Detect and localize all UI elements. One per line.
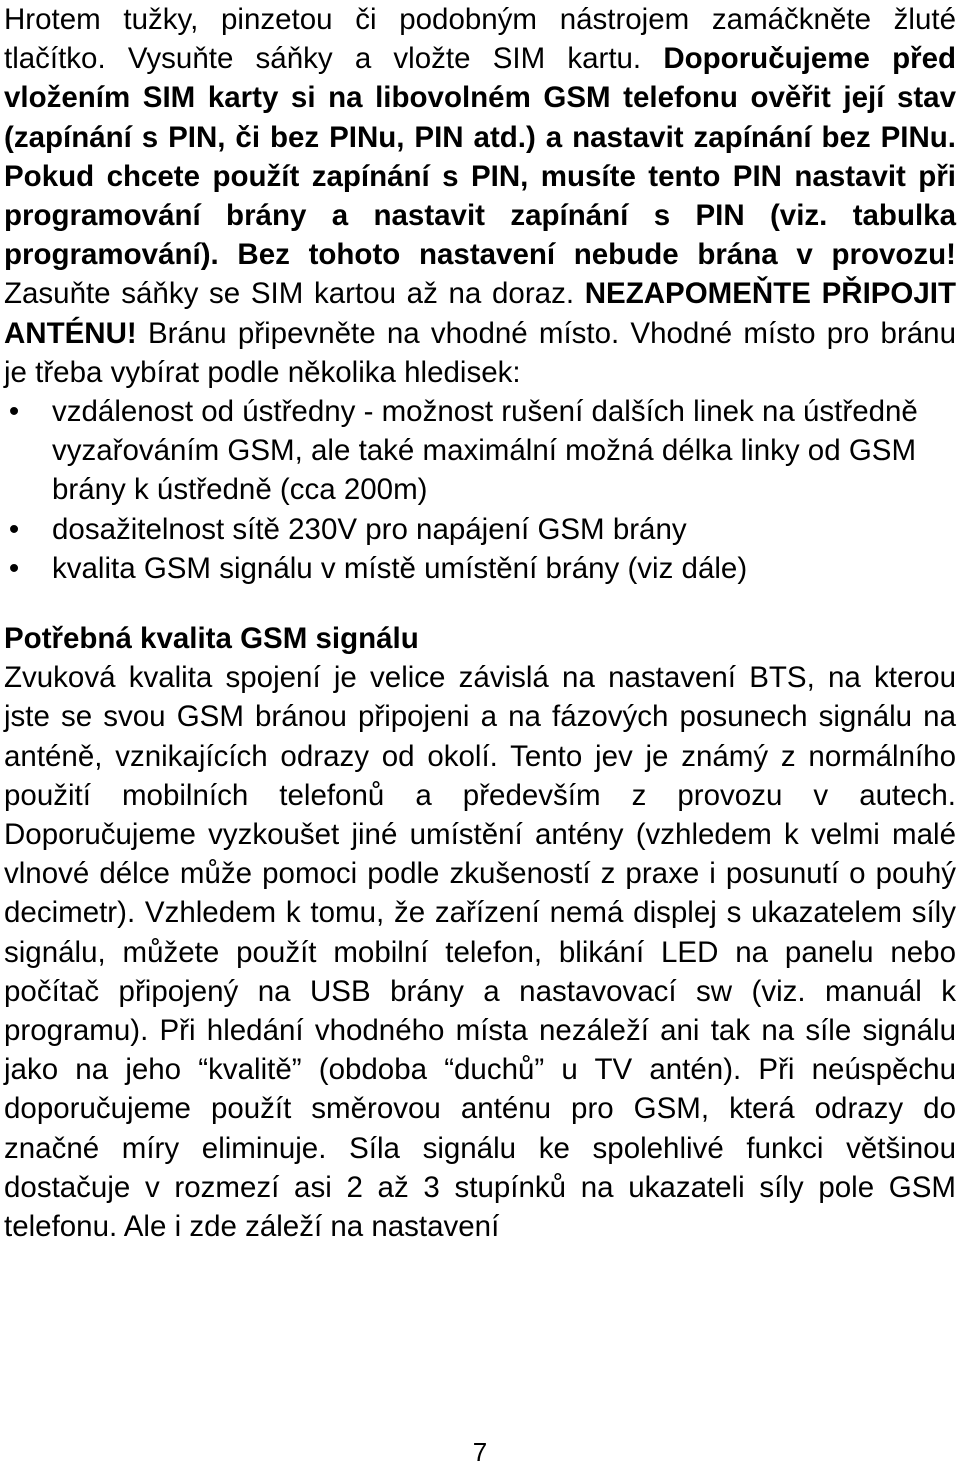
- list-item: [4, 392, 956, 510]
- slide-insert-text: Zasuňte sáňky se SIM kartou až na doraz.: [4, 277, 585, 311]
- document-page: [4, 0, 956, 1246]
- placement-criteria-list: [4, 392, 956, 588]
- list-item-text: kvalita GSM signálu v místě umístění brány (viz dále): [52, 551, 748, 585]
- bullet-icon: •: [8, 551, 20, 585]
- signal-quality-paragraph: Zvuková kvalita spojení je velice závislá na nastavení BTS, na kterou jste se svou GSM bránou připojeni a na fázových posunech signálu na anténě, vznikajících odrazy od okolí. Tento jev je známý z normálního použití mobilních telefonů a především z provozu v autech. Doporučujeme vyzkoušet jiné umístění antény (vzhledem k velmi malé vlnové délce může pomoci podle zkušeností z praxe i posunutí o pouhý decimetr). Vzhledem k tomu, že zařízení nemá displej s ukazatelem síly signálu, můžete použít mobilní telefon, blikání LED na panelu nebo počítač připojený na USB brány a nastavovací sw (viz. manuál k programu). Při hledání vhodného místa nezáleží ani tak na síle signálu jako na jeho “kvalitě” (obdoba “duchů” u TV antén). Při neúspěchu doporučujeme použít směrovou anténu pro GSM, která odrazy do značné míry eliminuje. Síla signálu ke spolehlivé funkci většinou dostačuje v rozmezí asi 2 až 3 stupínků na ukazateli síly pole GSM telefonu. Ale i zde záleží na nastavení: [4, 661, 956, 1244]
- sim-insert-text: Hrotem tužky, pinzetou či podobným nástrojem zamáčkněte žluté tlačítko. Vysuňte sáňky a vložte SIM kartu.: [4, 3, 956, 76]
- list-item-text: dosažitelnost sítě 230V pro napájení GSM brány: [52, 512, 687, 546]
- antenna-warning-text: NEZAPOMEŇTE PŘIPOJIT ANTÉNU!: [4, 277, 957, 350]
- placement-text: Bránu připevněte na vhodné místo. Vhodné místo pro bránu je třeba vybírat podle několika hledisek:: [4, 316, 956, 389]
- page-number: 7: [472, 1437, 488, 1467]
- section-heading: Potřebná kvalita GSM signálu: [4, 622, 419, 656]
- list-item-text: vzdálenost od ústředny - možnost rušení dalších linek na ústředně vyzařováním GSM, ale také maximální možná délka linky od GSM brány k ústředně (cca 200m): [52, 395, 918, 507]
- list-item: [4, 549, 956, 588]
- bullet-icon: •: [8, 395, 20, 429]
- bullet-icon: •: [8, 512, 20, 546]
- list-item: [4, 510, 956, 549]
- pin-recommendation-text: Doporučujeme před vložením SIM karty si na libovolném GSM telefonu ověřit její stav (zapínání s PIN, či bez PINu, PIN atd.) a nastavit zapínání bez PINu. Pokud chcete použít zapínání s PIN, musíte tento PIN nastavit při programování brány a nastavit zapínání s PIN (viz. tabulka programování). Bez tohoto nastavení nebude brána v provozu!: [4, 42, 957, 272]
- intro-paragraph: [4, 0, 956, 392]
